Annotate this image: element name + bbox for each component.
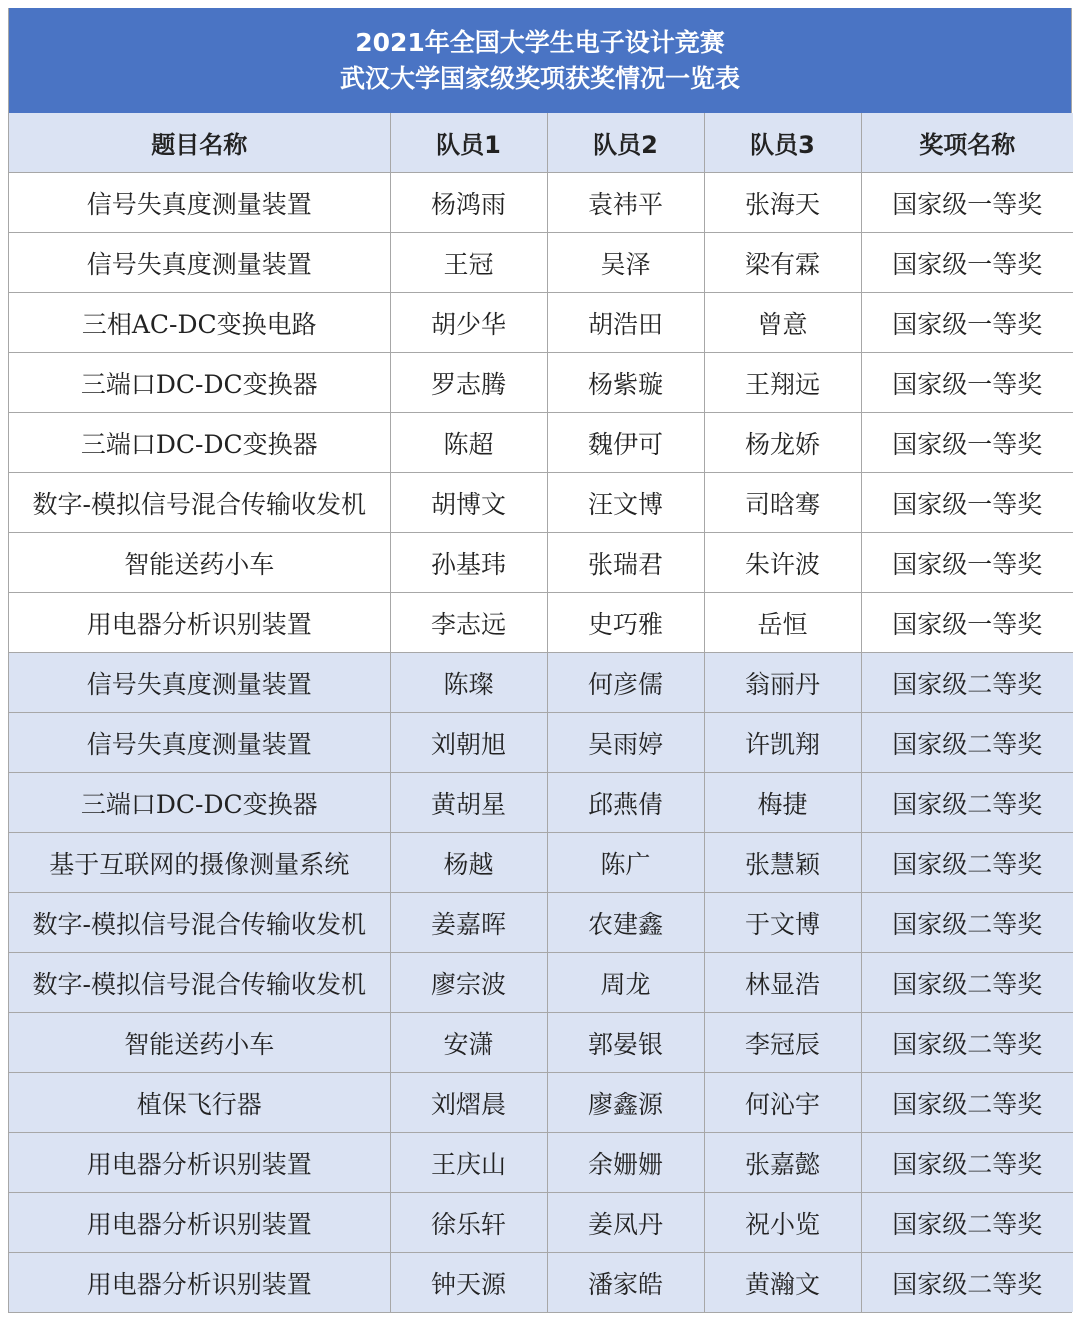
cell-member-1: 黄胡星 (390, 773, 547, 833)
cell-member-3: 王翔远 (704, 353, 861, 413)
table-title (9, 8, 1071, 113)
cell-award: 国家级二等奖 (861, 833, 1073, 893)
table-row (9, 353, 1073, 413)
cell-project: 三端口DC-DC变换器 (9, 773, 390, 833)
header-member-3: 队员3 (704, 113, 861, 173)
cell-member-1: 胡博文 (390, 473, 547, 533)
cell-award: 国家级二等奖 (861, 1253, 1073, 1313)
cell-member-2: 汪文博 (547, 473, 704, 533)
cell-award: 国家级二等奖 (861, 1073, 1073, 1133)
cell-member-2: 何彦儒 (547, 653, 704, 713)
cell-project: 信号失真度测量装置 (9, 233, 390, 293)
cell-member-1: 安潇 (390, 1013, 547, 1073)
cell-award: 国家级二等奖 (861, 713, 1073, 773)
cell-award: 国家级一等奖 (861, 473, 1073, 533)
cell-member-3: 于文博 (704, 893, 861, 953)
cell-project: 智能送药小车 (9, 1013, 390, 1073)
cell-project: 数字-模拟信号混合传输收发机 (9, 953, 390, 1013)
title-line-1: 2021年全国大学生电子设计竞赛 (355, 28, 725, 57)
cell-project: 三相AC-DC变换电路 (9, 293, 390, 353)
table-row (9, 473, 1073, 533)
cell-project: 用电器分析识别装置 (9, 1253, 390, 1313)
cell-member-1: 杨越 (390, 833, 547, 893)
table-row (9, 953, 1073, 1013)
cell-member-2: 张瑞君 (547, 533, 704, 593)
header-member-2: 队员2 (547, 113, 704, 173)
cell-award: 国家级一等奖 (861, 173, 1073, 233)
table-row (9, 233, 1073, 293)
table-row (9, 1133, 1073, 1193)
table-row (9, 1253, 1073, 1313)
cell-member-3: 黄瀚文 (704, 1253, 861, 1313)
cell-member-2: 余姗姗 (547, 1133, 704, 1193)
cell-member-2: 吴雨婷 (547, 713, 704, 773)
title-line-2: 武汉大学国家级奖项获奖情况一览表 (339, 64, 740, 93)
cell-award: 国家级二等奖 (861, 1133, 1073, 1193)
table-row (9, 533, 1073, 593)
cell-member-1: 徐乐轩 (390, 1193, 547, 1253)
cell-award: 国家级一等奖 (861, 353, 1073, 413)
cell-member-3: 张慧颖 (704, 833, 861, 893)
cell-member-2: 陈广 (547, 833, 704, 893)
cell-member-1: 姜嘉晖 (390, 893, 547, 953)
cell-project: 数字-模拟信号混合传输收发机 (9, 893, 390, 953)
cell-award: 国家级二等奖 (861, 773, 1073, 833)
table-row (9, 293, 1073, 353)
cell-project: 三端口DC-DC变换器 (9, 353, 390, 413)
table-row (9, 1073, 1073, 1133)
cell-member-3: 李冠辰 (704, 1013, 861, 1073)
cell-member-1: 钟天源 (390, 1253, 547, 1313)
cell-member-1: 王冠 (390, 233, 547, 293)
cell-member-1: 孙基玮 (390, 533, 547, 593)
cell-member-3: 朱许波 (704, 533, 861, 593)
header-award: 奖项名称 (861, 113, 1073, 173)
table-row (9, 1193, 1073, 1253)
cell-project: 信号失真度测量装置 (9, 713, 390, 773)
cell-award: 国家级一等奖 (861, 593, 1073, 653)
table-row (9, 653, 1073, 713)
cell-award: 国家级一等奖 (861, 413, 1073, 473)
cell-member-3: 梅捷 (704, 773, 861, 833)
cell-member-2: 邱燕倩 (547, 773, 704, 833)
table-row (9, 833, 1073, 893)
cell-member-3: 许凯翔 (704, 713, 861, 773)
cell-member-1: 李志远 (390, 593, 547, 653)
table-row (9, 593, 1073, 653)
cell-project: 植保飞行器 (9, 1073, 390, 1133)
cell-member-2: 郭晏银 (547, 1013, 704, 1073)
cell-member-3: 张嘉懿 (704, 1133, 861, 1193)
cell-member-1: 罗志腾 (390, 353, 547, 413)
cell-member-3: 林显浩 (704, 953, 861, 1013)
cell-award: 国家级一等奖 (861, 533, 1073, 593)
table-row (9, 413, 1073, 473)
cell-member-1: 胡少华 (390, 293, 547, 353)
cell-member-2: 魏伊可 (547, 413, 704, 473)
cell-member-1: 陈璨 (390, 653, 547, 713)
cell-project: 基于互联网的摄像测量系统 (9, 833, 390, 893)
cell-award: 国家级二等奖 (861, 1193, 1073, 1253)
header-member-1: 队员1 (390, 113, 547, 173)
cell-member-2: 姜凤丹 (547, 1193, 704, 1253)
table-row (9, 893, 1073, 953)
cell-member-2: 周龙 (547, 953, 704, 1013)
cell-member-1: 陈超 (390, 413, 547, 473)
header-project: 题目名称 (9, 113, 390, 173)
cell-member-1: 王庆山 (390, 1133, 547, 1193)
cell-award: 国家级一等奖 (861, 233, 1073, 293)
cell-member-1: 杨鸿雨 (390, 173, 547, 233)
cell-member-3: 梁有霖 (704, 233, 861, 293)
cell-member-2: 廖鑫源 (547, 1073, 704, 1133)
cell-member-2: 吴泽 (547, 233, 704, 293)
cell-project: 用电器分析识别装置 (9, 593, 390, 653)
cell-member-1: 廖宗波 (390, 953, 547, 1013)
cell-member-2: 袁祎平 (547, 173, 704, 233)
cell-member-1: 刘朝旭 (390, 713, 547, 773)
cell-project: 用电器分析识别装置 (9, 1133, 390, 1193)
cell-member-3: 岳恒 (704, 593, 861, 653)
cell-member-1: 刘熠晨 (390, 1073, 547, 1133)
awards-table (9, 113, 1073, 1312)
cell-member-2: 史巧雅 (547, 593, 704, 653)
table-row (9, 773, 1073, 833)
cell-project: 信号失真度测量装置 (9, 173, 390, 233)
table-row (9, 1013, 1073, 1073)
header-row (9, 113, 1073, 173)
cell-member-3: 祝小览 (704, 1193, 861, 1253)
cell-member-3: 司晗骞 (704, 473, 861, 533)
cell-member-3: 张海天 (704, 173, 861, 233)
table-row (9, 713, 1073, 773)
cell-award: 国家级二等奖 (861, 653, 1073, 713)
cell-member-2: 杨紫璇 (547, 353, 704, 413)
cell-member-3: 杨龙娇 (704, 413, 861, 473)
cell-member-2: 潘家皓 (547, 1253, 704, 1313)
table-body (9, 173, 1073, 1313)
cell-project: 智能送药小车 (9, 533, 390, 593)
cell-member-3: 翁丽丹 (704, 653, 861, 713)
cell-award: 国家级二等奖 (861, 893, 1073, 953)
cell-member-3: 曾意 (704, 293, 861, 353)
cell-award: 国家级二等奖 (861, 1013, 1073, 1073)
cell-project: 信号失真度测量装置 (9, 653, 390, 713)
cell-project: 用电器分析识别装置 (9, 1193, 390, 1253)
table-row (9, 173, 1073, 233)
cell-project: 三端口DC-DC变换器 (9, 413, 390, 473)
cell-member-2: 胡浩田 (547, 293, 704, 353)
cell-award: 国家级二等奖 (861, 953, 1073, 1013)
cell-member-3: 何沁宇 (704, 1073, 861, 1133)
awards-table-container (8, 8, 1072, 1313)
cell-member-2: 农建鑫 (547, 893, 704, 953)
cell-award: 国家级一等奖 (861, 293, 1073, 353)
cell-project: 数字-模拟信号混合传输收发机 (9, 473, 390, 533)
